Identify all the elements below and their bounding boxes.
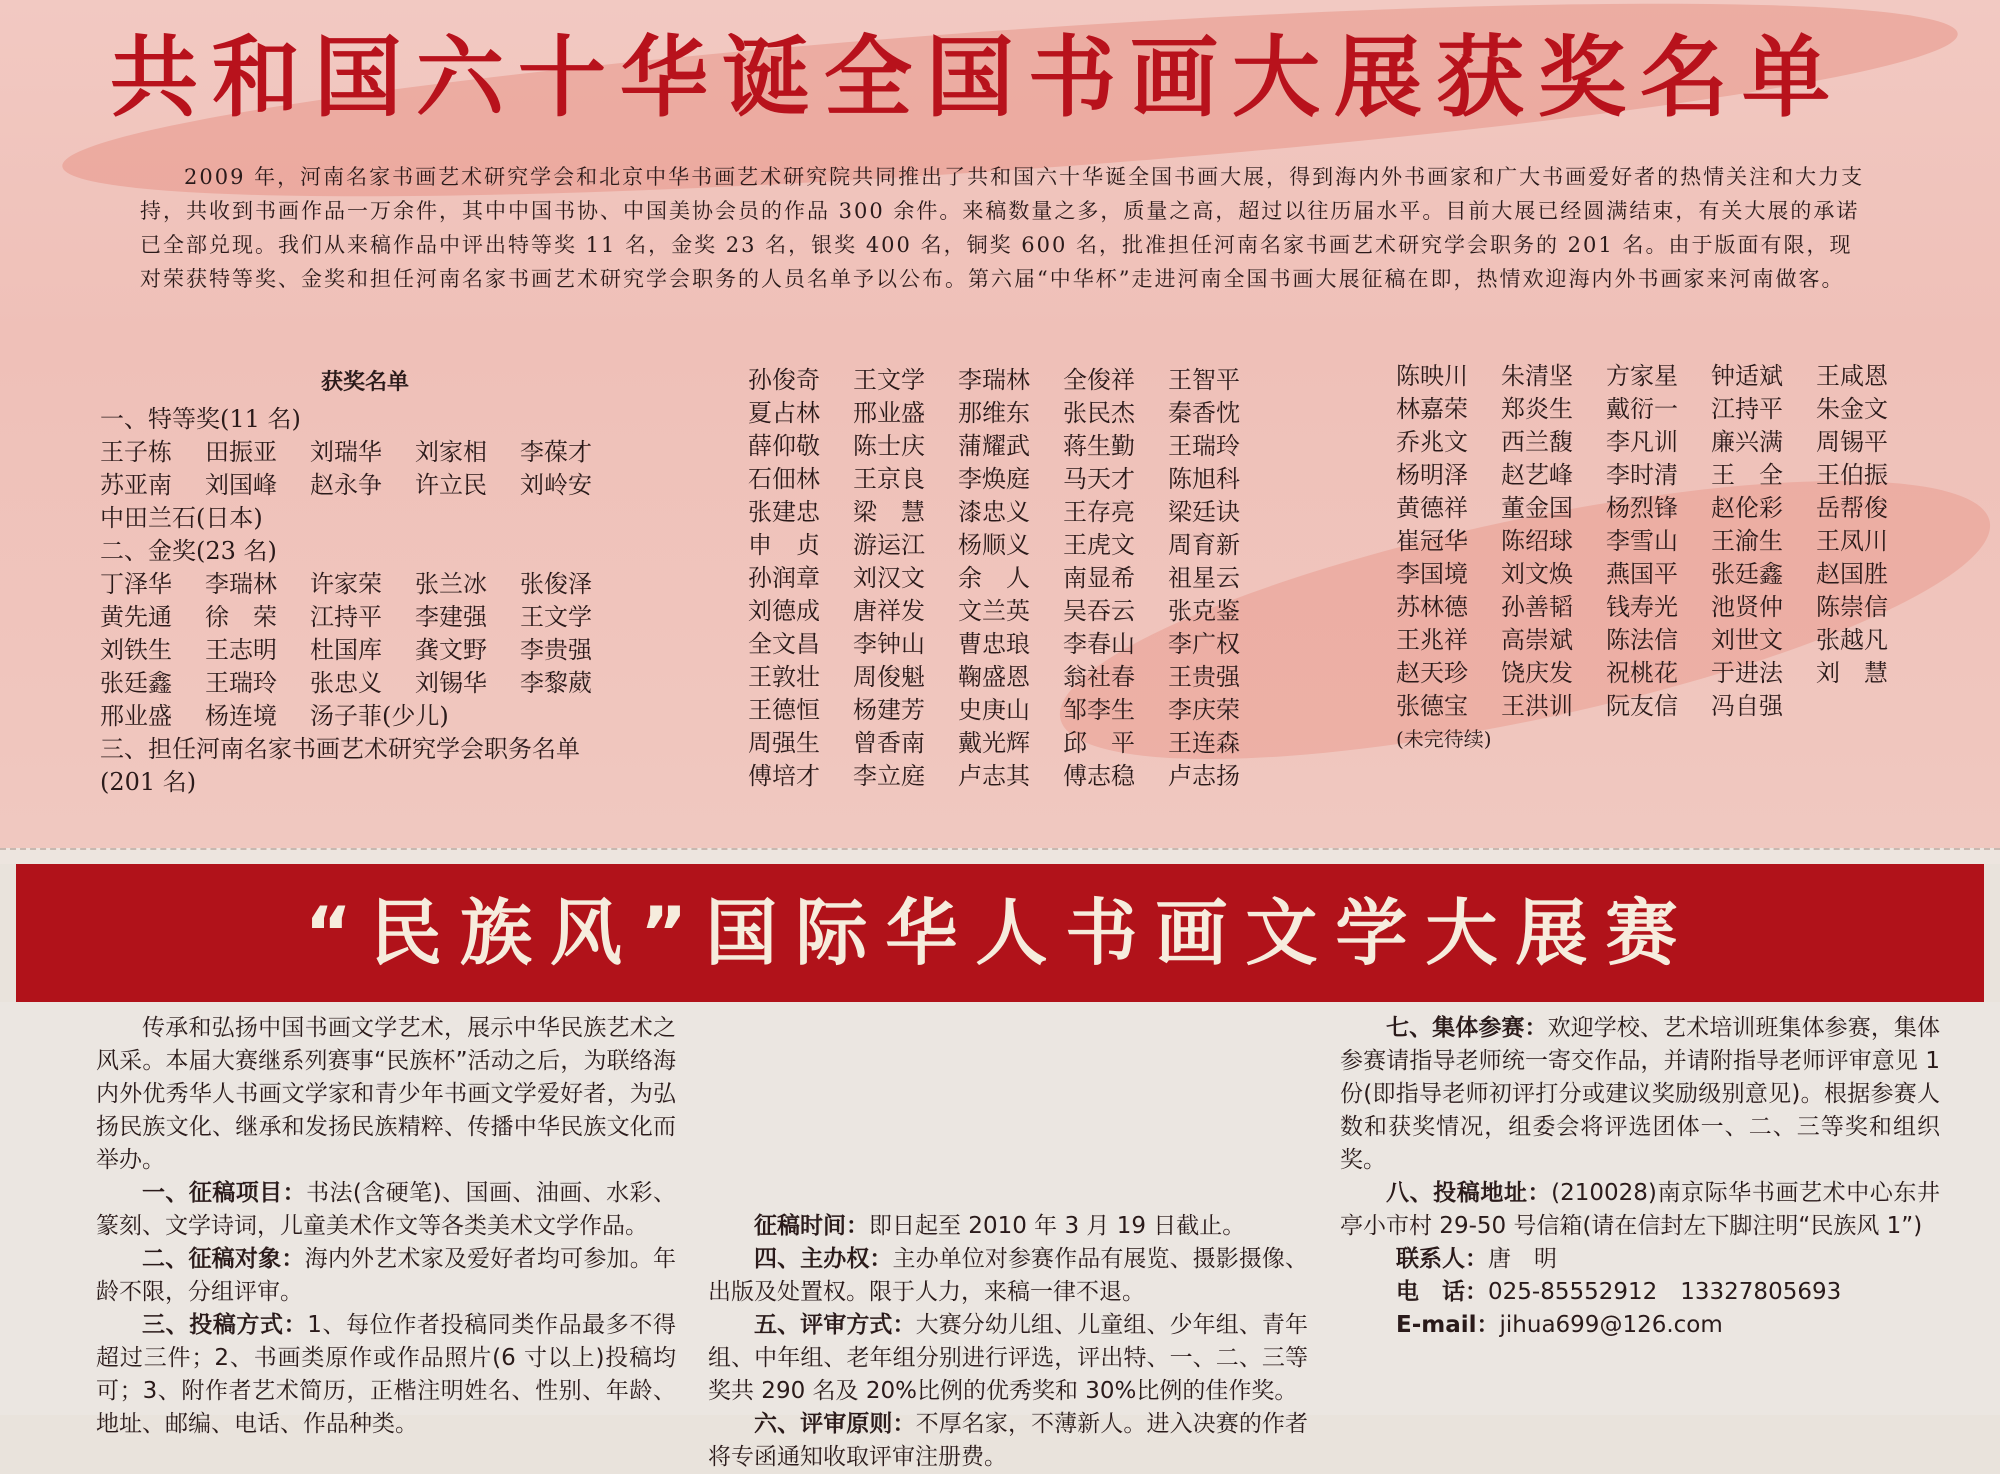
name-row — [100, 568, 660, 601]
person-name: 邱 平 — [1063, 729, 1135, 757]
person-name: 赵国胜 — [1816, 560, 1888, 588]
person-name: 王智平 — [1168, 366, 1240, 394]
special-award-extra: 中田兰石(日本) — [100, 504, 263, 532]
section-divider — [0, 848, 2000, 864]
person-name: 李广权 — [1168, 630, 1240, 658]
person-name: 李时清 — [1606, 461, 1678, 489]
person-name: 张俊泽 — [520, 570, 592, 598]
section-4 — [708, 1243, 1308, 1309]
name-row — [748, 727, 1278, 760]
person-name: 高崇斌 — [1501, 626, 1573, 654]
person-name: 许家荣 — [310, 570, 382, 598]
person-name: 于进法 — [1711, 659, 1783, 687]
person-name: 全俊祥 — [1063, 366, 1135, 394]
person-name — [1816, 690, 1921, 723]
person-name: 江持平 — [1711, 395, 1783, 423]
section-2-text: 海内外艺术家及爱好者均可参加。年龄不限，分组评审。 — [96, 1246, 677, 1305]
post-list-label: 三、担任河南名家书画艺术研究学会职务名单 — [100, 735, 580, 763]
person-name: 方家星 — [1606, 362, 1678, 390]
name-row — [1396, 591, 1926, 624]
section-7-label: 七、集体参赛： — [1386, 1015, 1548, 1041]
section-4-label: 四、主办权： — [754, 1246, 893, 1272]
person-name: 梁 慧 — [853, 498, 925, 526]
person-name: 王连森 — [1168, 729, 1240, 757]
person-name: 杨顺义 — [958, 531, 1030, 559]
person-name: 江持平 — [310, 603, 382, 631]
section-7-text: 欢迎学校、艺术培训班集体参赛，集体参赛请指导老师统一寄交作品，并请附指导老师评审意见 1 份(即指导老师初评打分或建议奖励级别意见)。根据参赛人数和获奖情况，组委会将评选团体一、二、三等奖和组织奖。 — [1340, 1015, 1941, 1173]
person-name: 崔冠华 — [1396, 527, 1468, 555]
person-name: 王洪训 — [1501, 692, 1573, 720]
person-name: 曾香南 — [853, 729, 925, 757]
person-name: 文兰英 — [958, 597, 1030, 625]
name-row — [748, 595, 1278, 628]
person-name: 陈崇信 — [1816, 593, 1888, 621]
name-row — [748, 661, 1278, 694]
person-name: 刘 慧 — [1816, 659, 1888, 687]
person-name: 赵天珍 — [1396, 659, 1468, 687]
person-name: 苏林德 — [1396, 593, 1468, 621]
person-name: 王兆祥 — [1396, 626, 1468, 654]
name-row — [1396, 657, 1926, 690]
person-name: 田振亚 — [205, 438, 277, 466]
person-name: 赵艺峰 — [1501, 461, 1573, 489]
person-name: 李国境 — [1396, 560, 1468, 588]
person-name: 邹李生 — [1063, 696, 1135, 724]
person-name: 唐祥发 — [853, 597, 925, 625]
person-name: 周锡平 — [1816, 428, 1888, 456]
person-name: 陈士庆 — [853, 432, 925, 460]
person-name: 李贵强 — [520, 636, 592, 664]
name-row — [748, 463, 1278, 496]
section-4-text: 主办单位对参赛作品有展览、摄影摄像、出版及处置权。限于人力，来稿一律不退。 — [708, 1246, 1309, 1305]
person-name: 汤子菲(少儿) — [310, 702, 449, 730]
person-name: 马天才 — [1063, 465, 1135, 493]
name-list-rows — [1396, 360, 1926, 723]
person-name: 王京良 — [853, 465, 925, 493]
name-row — [748, 364, 1278, 397]
section-3-label: 三、投稿方式： — [142, 1312, 308, 1338]
person-name: 祖星云 — [1168, 564, 1240, 592]
intro-paragraph: 2009 年，河南名家书画艺术研究学会和北京中华书画艺术研究院共同推出了共和国六十华诞全国书画大展，得到海内外书画家和广大书画爱好者的热情关注和大力支持，共收到书画作品一万余件，其中中国书协、中国美协会员的作品 300 余件。来稿数量之多，质量之高，超过以往历届水平。目前大展已经圆满结束，有关大展的承诺已全部兑现。我们从来稿作品中评出特等奖 11 名，金奖 23 名，银奖 400 名，铜奖 600 名，批准担任河南名家书画艺术研究学会职务的 201 名。由于版面有限，现对荣获特等奖、金奖和担任河南名家书画艺术研究学会职务的人员名单予以公布。第六届“中华杯”走进河南全国书画大展征稿在即，热情欢迎海内外书画家来河南做客。 — [140, 165, 1865, 291]
name-row — [748, 529, 1278, 562]
person-name: 钱寿光 — [1606, 593, 1678, 621]
person-name: 林嘉荣 — [1396, 395, 1468, 423]
person-name: 燕国平 — [1606, 560, 1678, 588]
person-name: 黄先通 — [100, 603, 172, 631]
person-name: 张民杰 — [1063, 399, 1135, 427]
person-name: 刘汉文 — [853, 564, 925, 592]
name-row — [100, 634, 660, 667]
banner-title: “民族风”国际华人书画文学大展赛 — [304, 891, 1696, 975]
section-2-label: 二、征稿对象： — [142, 1246, 305, 1272]
name-list-column-2 — [748, 364, 1278, 793]
person-name: 王贵强 — [1168, 663, 1240, 691]
person-name: 李建强 — [415, 603, 487, 631]
section-5-text: 大赛分幼儿组、儿童组、少年组、青年组、中年组、老年组分别进行评选，评出特、一、二、三等奖共 290 名及 20%比例的优秀奖和 30%比例的佳作奖。 — [708, 1312, 1309, 1404]
person-name: 董金国 — [1501, 494, 1573, 522]
name-row — [748, 694, 1278, 727]
person-name: 刘岭安 — [520, 471, 592, 499]
name-row — [1396, 360, 1926, 393]
section-8-label: 八、投稿地址： — [1386, 1180, 1552, 1206]
contest-intro: 传承和弘扬中国书画文学艺术，展示中华民族艺术之风采。本届大赛继系列赛事“民族杯”活动之后，为联络海内外优秀华人书画文学家和青少年书画文学爱好者，为弘扬民族文化、继承和发扬民族精粹、传播中华民族文化而举办。 — [96, 1015, 676, 1173]
person-name: 王虎文 — [1063, 531, 1135, 559]
section-1 — [96, 1177, 676, 1243]
name-row — [1396, 525, 1926, 558]
person-name: 刘文焕 — [1501, 560, 1573, 588]
person-name: 徐 荣 — [205, 603, 277, 631]
person-name: 杨烈锋 — [1606, 494, 1678, 522]
person-name: 蒲耀武 — [958, 432, 1030, 460]
person-name — [520, 700, 625, 733]
person-name: 许立民 — [415, 471, 487, 499]
person-name: 余 人 — [958, 564, 1030, 592]
person-name: 张廷鑫 — [100, 669, 172, 697]
name-row — [748, 397, 1278, 430]
name-row — [748, 760, 1278, 793]
deadline-text: 即日起至 2010 年 3 月 19 日截止。 — [869, 1213, 1246, 1239]
person-name: 郑炎生 — [1501, 395, 1573, 423]
name-row — [100, 700, 660, 733]
person-name: 王 全 — [1711, 461, 1783, 489]
award-list-heading: 获奖名单 — [320, 370, 409, 395]
person-name: 傅培才 — [748, 762, 820, 790]
person-name: 刘国峰 — [205, 471, 277, 499]
contact-name: 唐 明 — [1488, 1246, 1557, 1272]
person-name: 朱金文 — [1816, 395, 1888, 423]
person-name — [415, 700, 520, 733]
name-row — [1396, 426, 1926, 459]
person-name: 李春山 — [1063, 630, 1135, 658]
person-name: 刘家相 — [415, 438, 487, 466]
person-name: 王渝生 — [1711, 527, 1783, 555]
phone-label: 电 话： — [1396, 1279, 1488, 1305]
person-name: 杜国库 — [310, 636, 382, 664]
person-name: 陈法信 — [1606, 626, 1678, 654]
person-name: 赵永争 — [310, 471, 382, 499]
name-row — [748, 562, 1278, 595]
person-name: 王文学 — [520, 603, 592, 631]
person-name: 李凡训 — [1606, 428, 1678, 456]
contest-column-3 — [1340, 1012, 1940, 1342]
section-6-text: 不厚名家，不薄新人。进入决赛的作者将专函通知收取评审注册费。 — [708, 1411, 1309, 1470]
person-name: 游运江 — [853, 531, 925, 559]
person-name: 黄德祥 — [1396, 494, 1468, 522]
person-name: 祝桃花 — [1606, 659, 1678, 687]
person-name: 石佃林 — [748, 465, 820, 493]
name-row — [1396, 624, 1926, 657]
person-name: 岳帮俊 — [1816, 494, 1888, 522]
person-name: 张建忠 — [748, 498, 820, 526]
section-2 — [96, 1243, 676, 1309]
person-name: 邢业盛 — [853, 399, 925, 427]
name-row — [1396, 393, 1926, 426]
person-name: 曹忠琅 — [958, 630, 1030, 658]
person-name: 乔兆文 — [1396, 428, 1468, 456]
person-name: 卢志扬 — [1168, 762, 1240, 790]
gold-award-names — [100, 568, 660, 733]
person-name: 王存亮 — [1063, 498, 1135, 526]
name-row — [748, 430, 1278, 463]
person-name: 李焕庭 — [958, 465, 1030, 493]
person-name: 阮友信 — [1606, 692, 1678, 720]
section-5-label: 五、评审方式： — [754, 1312, 916, 1338]
name-row — [100, 667, 660, 700]
person-name: 张忠义 — [310, 669, 382, 697]
person-name: 戴光辉 — [958, 729, 1030, 757]
name-row — [748, 628, 1278, 661]
section-8 — [1340, 1177, 1940, 1243]
person-name: 李黎葳 — [520, 669, 592, 697]
person-name: 钟适斌 — [1711, 362, 1783, 390]
person-name: 朱清坚 — [1501, 362, 1573, 390]
person-name: 王子栋 — [100, 438, 172, 466]
person-name: 张廷鑫 — [1711, 560, 1783, 588]
person-name: 张德宝 — [1396, 692, 1468, 720]
person-name: 周育新 — [1168, 531, 1240, 559]
deadline — [708, 1210, 1308, 1243]
person-name: 卢志其 — [958, 762, 1030, 790]
person-name: 苏亚南 — [100, 471, 172, 499]
section-8-text: (210028)南京际华书画艺术中心东井亭小市村 29-50 号信箱(请在信封左下脚注明“民族风 1”) — [1340, 1180, 1941, 1239]
person-name: 李葆才 — [520, 438, 592, 466]
name-row — [748, 496, 1278, 529]
contest-column-2 — [708, 1210, 1308, 1474]
person-name: 西兰馥 — [1501, 428, 1573, 456]
name-list-column-3 — [1396, 360, 1926, 756]
person-name: 史庚山 — [958, 696, 1030, 724]
person-name: 王瑞玲 — [1168, 432, 1240, 460]
person-name: 南显希 — [1063, 564, 1135, 592]
person-name: 张兰冰 — [415, 570, 487, 598]
section-5 — [708, 1309, 1308, 1408]
person-name: 刘德成 — [748, 597, 820, 625]
person-name: 孙润章 — [748, 564, 820, 592]
person-name: 王文学 — [853, 366, 925, 394]
person-name: 刘铁生 — [100, 636, 172, 664]
contact-phone — [1340, 1276, 1940, 1309]
section-1-label: 一、征稿项目： — [142, 1180, 307, 1206]
name-row — [100, 469, 660, 502]
section-3-text: 1、每位作者投稿同类作品最多不得超过三件；2、书画类原作或作品照片(6 寸以上)投稿均可；3、附作者艺术简历，正楷注明姓名、性别、年龄、地址、邮编、电话、作品种类。 — [96, 1312, 677, 1437]
person-name: 周强生 — [748, 729, 820, 757]
person-name: 赵伦彩 — [1711, 494, 1783, 522]
gold-award-label: 二、金奖(23 名) — [100, 537, 277, 565]
person-name: 李瑞林 — [205, 570, 277, 598]
person-name: 秦香忱 — [1168, 399, 1240, 427]
person-name: 孙俊奇 — [748, 366, 820, 394]
section-7 — [1340, 1012, 1940, 1177]
person-name: 夏占林 — [748, 399, 820, 427]
deadline-label: 征稿时间： — [754, 1213, 869, 1239]
contact-person — [1340, 1243, 1940, 1276]
person-name: 李立庭 — [853, 762, 925, 790]
person-name: 杨建芳 — [853, 696, 925, 724]
person-name: 蒋生勤 — [1063, 432, 1135, 460]
person-name: 刘锡华 — [415, 669, 487, 697]
special-award-label: 一、特等奖(11 名) — [100, 405, 301, 433]
person-name: 王敦壮 — [748, 663, 820, 691]
person-name: 王瑞玲 — [205, 669, 277, 697]
person-name: 漆忠义 — [958, 498, 1030, 526]
person-name: 邢业盛 — [100, 702, 172, 730]
person-name: 张越凡 — [1816, 626, 1888, 654]
name-row — [100, 436, 660, 469]
name-row — [1396, 459, 1926, 492]
contest-column-1 — [96, 1012, 676, 1441]
award-list-column-1 — [100, 366, 660, 799]
person-name: 陈绍球 — [1501, 527, 1573, 555]
person-name: 杨连境 — [205, 702, 277, 730]
person-name: 丁泽华 — [100, 570, 172, 598]
person-name: 梁廷诀 — [1168, 498, 1240, 526]
person-name: 陈映川 — [1396, 362, 1468, 390]
special-award-names — [100, 436, 660, 502]
person-name: 周俊魁 — [853, 663, 925, 691]
person-name: 全文昌 — [748, 630, 820, 658]
person-name: 戴衍一 — [1606, 395, 1678, 423]
person-name: 吴吞云 — [1063, 597, 1135, 625]
contact-email — [1340, 1309, 1940, 1342]
section-6-label: 六、评审原则： — [754, 1411, 916, 1437]
person-name: 张克鉴 — [1168, 597, 1240, 625]
person-name: 廉兴满 — [1711, 428, 1783, 456]
person-name: 李雪山 — [1606, 527, 1678, 555]
person-name: 池贤仲 — [1711, 593, 1783, 621]
person-name: 刘瑞华 — [310, 438, 382, 466]
page-title: 共和国六十华诞全国书画大展获奖名单 — [110, 26, 1845, 129]
person-name: 王咸恩 — [1816, 362, 1888, 390]
person-name: 王德恒 — [748, 696, 820, 724]
phone-value: 025-85552912 13327805693 — [1488, 1279, 1842, 1305]
person-name: 翁社春 — [1063, 663, 1135, 691]
person-name: 傅志稳 — [1063, 762, 1135, 790]
person-name: 饶庆发 — [1501, 659, 1573, 687]
person-name: 王志明 — [205, 636, 277, 664]
name-row — [1396, 492, 1926, 525]
contact-label: 联系人： — [1396, 1246, 1488, 1272]
email-label: E-mail： — [1396, 1312, 1500, 1338]
person-name: 孙善韬 — [1501, 593, 1573, 621]
email-value: jihua699@126.com — [1499, 1312, 1723, 1338]
person-name: 冯自强 — [1711, 692, 1783, 720]
person-name: 王凤川 — [1816, 527, 1888, 555]
person-name: 鞠盛恩 — [958, 663, 1030, 691]
section-1-text: 书法(含硬笔)、国画、油画、水彩、篆刻、文学诗词，儿童美术作文等各类美术文学作品。 — [96, 1180, 676, 1239]
section-3 — [96, 1309, 676, 1441]
person-name: 龚文野 — [415, 636, 487, 664]
person-name: 申 贞 — [748, 531, 820, 559]
person-name: 刘世文 — [1711, 626, 1783, 654]
name-row — [1396, 690, 1926, 723]
person-name: 李钟山 — [853, 630, 925, 658]
contest-banner — [16, 864, 1984, 1002]
person-name: 李瑞林 — [958, 366, 1030, 394]
person-name: 陈旭科 — [1168, 465, 1240, 493]
person-name: 杨明泽 — [1396, 461, 1468, 489]
name-row — [100, 601, 660, 634]
person-name: 薛仰敬 — [748, 432, 820, 460]
post-list-count: (201 名) — [100, 768, 197, 796]
person-name: 那维东 — [958, 399, 1030, 427]
person-name: 李庆荣 — [1168, 696, 1240, 724]
section-6 — [708, 1408, 1308, 1474]
to-be-continued: (未完待续) — [1396, 727, 1492, 751]
person-name: 王伯振 — [1816, 461, 1888, 489]
name-row — [1396, 558, 1926, 591]
